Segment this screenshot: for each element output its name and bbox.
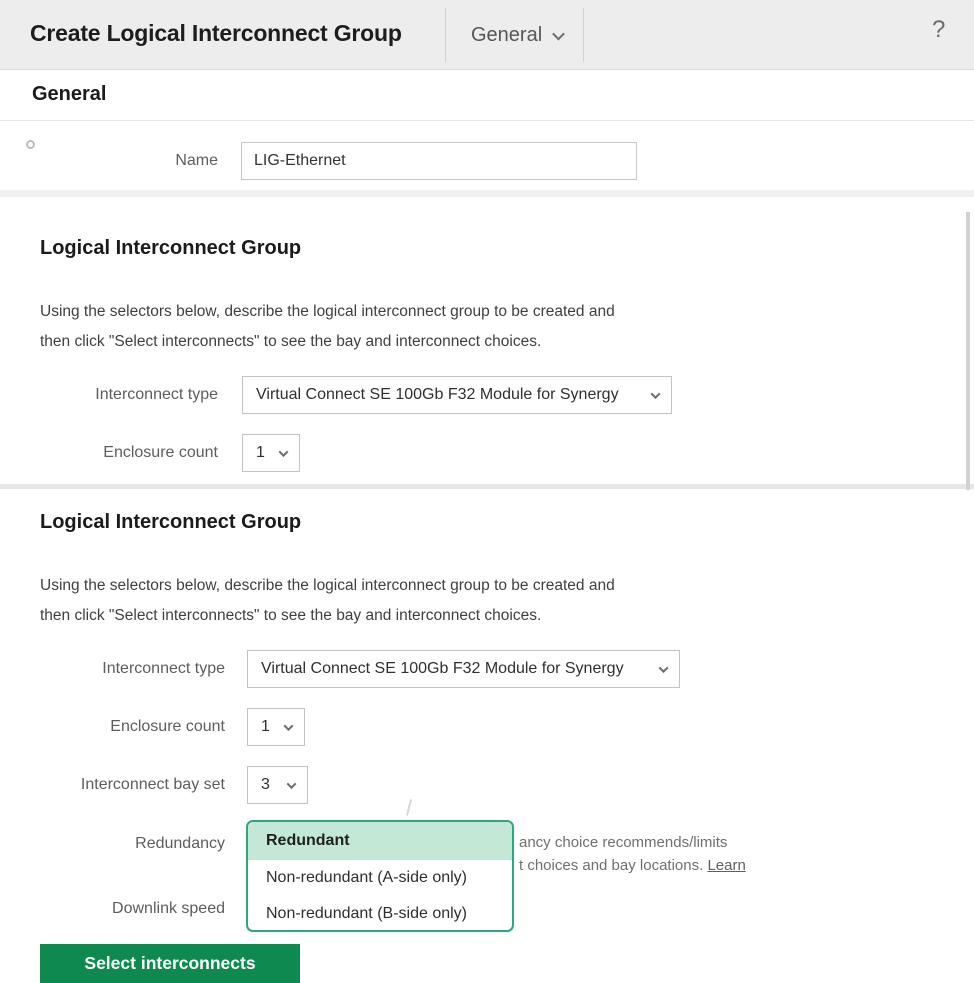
select-interconnects-button[interactable]: Select interconnects	[40, 944, 300, 983]
lig2-bay-set-select[interactable]	[247, 766, 308, 804]
lig2-redundancy-label: Redundancy	[135, 835, 225, 852]
redundancy-option-non-redundant-a[interactable]: Non-redundant (A-side only)	[266, 869, 467, 886]
lig2-bay-set-label: Interconnect bay set	[80, 776, 225, 793]
lig1-description-line2: then click "Select interconnects" to see the bay and interconnect choices.	[40, 333, 542, 350]
lig2-interconnect-type-value: Virtual Connect SE 100Gb F32 Module for Synergy	[261, 660, 624, 677]
lig2-enclosure-count-select[interactable]	[247, 708, 305, 746]
divider	[0, 484, 974, 489]
lig1-enclosure-count-label: Enclosure count	[103, 444, 218, 461]
redundancy-hint-line1: ancy choice recommends/limits	[519, 834, 728, 851]
redundancy-option-non-redundant-b[interactable]: Non-redundant (B-side only)	[266, 905, 467, 922]
name-input[interactable]	[241, 142, 637, 180]
lig2-description-line2: then click "Select interconnects" to see the bay and interconnect choices.	[40, 607, 542, 624]
chevron-down-icon	[552, 27, 565, 40]
lig1-interconnect-type-value: Virtual Connect SE 100Gb F32 Module for Synergy	[256, 386, 619, 403]
lig1-enclosure-count-value: 1	[256, 444, 265, 461]
lig2-enclosure-count-label: Enclosure count	[110, 718, 225, 735]
view-selector-label: General	[471, 23, 543, 46]
help-icon[interactable]: ?	[932, 16, 946, 43]
scrollbar-thumb[interactable]	[966, 212, 970, 490]
chevron-down-icon	[287, 779, 297, 789]
lig2-interconnect-type-label: Interconnect type	[102, 660, 225, 677]
lig2-downlink-speed-label: Downlink speed	[112, 900, 225, 917]
lig1-section-heading: Logical Interconnect Group	[40, 237, 302, 259]
divider	[0, 120, 974, 121]
lig2-section-heading: Logical Interconnect Group	[40, 511, 302, 533]
ring-icon	[26, 140, 35, 149]
chevron-down-icon	[279, 447, 289, 457]
lig1-description-line1: Using the selectors below, describe the logical interconnect group to be created and	[40, 303, 615, 320]
redundancy-hint-text	[519, 832, 959, 877]
learn-link[interactable]: Learn	[707, 856, 746, 874]
lig2-enclosure-count-value: 1	[261, 718, 270, 735]
redundancy-option-redundant[interactable]: Redundant	[248, 822, 512, 860]
lig2-description-line1: Using the selectors below, describe the logical interconnect group to be created and	[40, 577, 615, 594]
lig1-enclosure-count-select[interactable]	[242, 434, 300, 472]
lig1-interconnect-type-label: Interconnect type	[95, 386, 218, 403]
redundancy-hint-line2: t choices and bay locations.	[519, 856, 704, 874]
lig2-interconnect-type-select[interactable]	[247, 650, 680, 688]
chevron-down-icon	[651, 389, 661, 399]
view-selector-dropdown[interactable]	[445, 8, 584, 62]
dialog-header	[0, 0, 974, 70]
general-section-heading: General	[32, 83, 107, 105]
lig1-interconnect-type-select[interactable]	[242, 376, 672, 414]
chevron-down-icon	[284, 721, 294, 731]
pointer-artifact	[406, 799, 412, 816]
redundancy-dropdown-menu	[246, 820, 514, 932]
chevron-down-icon	[659, 663, 669, 673]
lig2-bay-set-value: 3	[261, 776, 270, 793]
name-label: Name	[175, 152, 218, 169]
divider	[0, 190, 974, 197]
dialog-title: Create Logical Interconnect Group	[30, 20, 402, 46]
